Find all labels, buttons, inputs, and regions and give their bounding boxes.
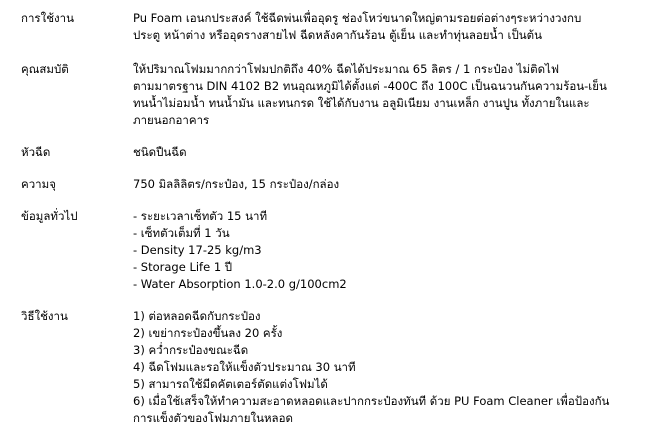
- spec-text-line: ทนน้ำไม่อมน้ำ ทนน้ำมัน และทนกรด ใช้ได้กับงาน อลูมิเนียม งานเหล็ก งานปูน ทั้งภายในและ: [133, 96, 590, 110]
- spec-value-nozzle: [133, 144, 641, 161]
- spec-step-item: 3) คว่ำกระป๋องขณะฉีด: [133, 343, 249, 357]
- spec-text-line: Pu Foam เอนกประสงค์ ใช้ฉีดพ่นเพื่ออุดรู ช่องโหว่ขนาดใหญ่ตามรอยต่อต่างๆระหว่างวงกบ: [133, 11, 582, 25]
- spec-value-howto: [133, 308, 641, 427]
- spec-value-general: [133, 208, 641, 293]
- spec-row-howto: [21, 308, 641, 427]
- spec-list-item: - Storage Life 1 ปี: [133, 260, 233, 274]
- spec-label-howto: วิธีใช้งาน: [21, 309, 68, 323]
- spec-list-item: - ระยะเวลาเซ็ทตัว 15 นาที: [133, 209, 268, 223]
- spec-text-line: 750 มิลลิลิตร/กระป๋อง, 15 กระป๋อง/กล่อง: [133, 177, 340, 191]
- spec-step-item: 5) สามารถใช้มีดคัตเตอร์ตัดแต่งโฟมได้: [133, 377, 328, 391]
- spec-text-line: ให้ปริมาณโฟมมากกว่าโฟมปกติถึง 40% ฉีดได้ประมาณ 65 ลิตร / 1 กระป๋อง ไม่ติดไฟ: [133, 62, 559, 76]
- spec-value-properties: [133, 61, 641, 129]
- spec-label-properties: คุณสมบัติ: [21, 62, 69, 76]
- spec-label-nozzle: หัวฉีด: [21, 145, 51, 159]
- spec-text-line: ภายนอกอาคาร: [133, 113, 210, 127]
- spec-text-line: ชนิดปืนฉีด: [133, 145, 187, 159]
- spec-step-item: 6) เมื่อใช้เสร็จให้ทำความสะอาดหลอดและปากกระป๋องทันที ด้วย PU Foam Cleaner เพื่อป้องกัน: [133, 394, 610, 408]
- spec-step-item: 2) เขย่ากระป๋องขึ้นลง 20 ครั้ง: [133, 326, 283, 340]
- spec-row-properties: [21, 61, 641, 129]
- spec-row-usage: [21, 10, 641, 44]
- spec-list-item: - Water Absorption 1.0-2.0 g/100cm2: [133, 277, 347, 291]
- spec-row-general: [21, 208, 641, 293]
- spec-label-usage: การใช้งาน: [21, 11, 74, 25]
- product-spec-table: [21, 10, 641, 427]
- spec-label-capacity: ความจุ: [21, 177, 56, 191]
- spec-value-usage: [133, 10, 641, 44]
- spec-list-item: - เซ็ทตัวเต็มที่ 1 วัน: [133, 226, 230, 240]
- spec-step-item: 1) ต่อหลอดฉีดกับกระป๋อง: [133, 309, 261, 323]
- spec-row-nozzle: [21, 144, 641, 161]
- spec-row-capacity: [21, 176, 641, 193]
- spec-text-line: ตามมาตรฐาน DIN 4102 B2 ทนอุณหภูมิได้ตั้งแต่ -400C ถึง 100C เป็นฉนวนกันความร้อน-เย็น: [133, 79, 607, 93]
- spec-step-item: 4) ฉีดโฟมและรอให้แข็งตัวประมาณ 30 นาที: [133, 360, 356, 374]
- spec-step-item: การแข็งตัวของโฟมภายในหลอด: [133, 411, 293, 425]
- spec-label-general: ข้อมูลทั่วไป: [21, 209, 78, 223]
- spec-list-item: - Density 17-25 kg/m3: [133, 243, 262, 257]
- spec-value-capacity: [133, 176, 641, 193]
- spec-text-line: ประตู หน้าต่าง หรืออุดรางสายไฟ ฉีดหลังคากันร้อน ตู้เย็น และทำทุ่นลอยน้ำ เป็นต้น: [133, 28, 542, 42]
